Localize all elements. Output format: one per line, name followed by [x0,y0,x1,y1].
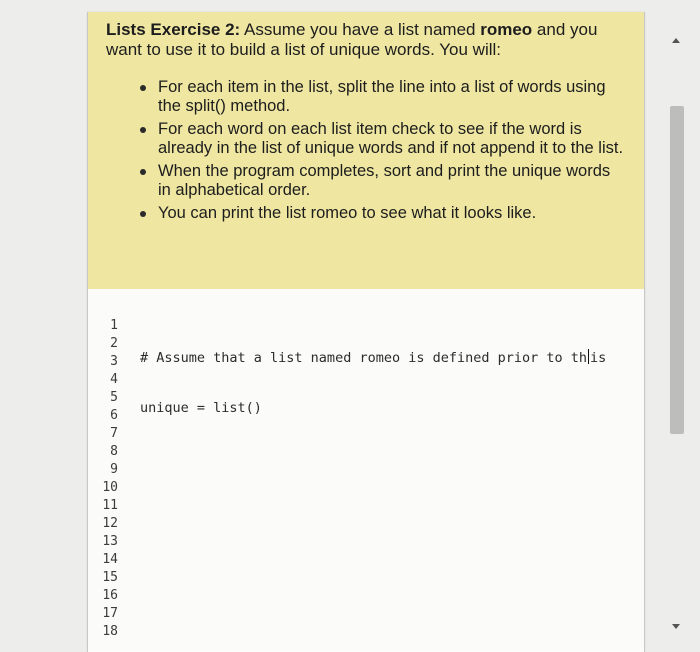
line-number: 13 [102,534,118,549]
text-cursor [588,349,589,364]
instructions-panel [88,12,644,289]
line-number: 2 [110,336,118,351]
exercise-title-text-1: Assume you have a list named [240,20,481,39]
instruction-text: You can print the list romeo to see what it looks like. [158,204,537,222]
line-number: 4 [110,372,118,387]
line-number: 6 [110,408,118,423]
instruction-item [136,162,626,200]
code-comment-part-2: is [590,350,607,366]
bullet-icon [140,211,146,217]
code-area[interactable] [140,317,644,449]
exercise-title [106,20,626,60]
scroll-up-arrow-icon[interactable] [672,38,680,43]
exercise-title-list-name: romeo [480,20,533,39]
instruction-item [136,78,626,116]
code-editor[interactable] [88,289,644,649]
instruction-item [136,204,626,223]
scroll-down-arrow-icon[interactable] [672,624,680,629]
instruction-item [136,120,626,158]
line-number: 11 [102,498,118,513]
line-number: 10 [102,480,118,495]
line-number: 16 [102,588,118,603]
line-number: 12 [102,516,118,531]
instruction-text: For each word on each list item check to see if the word is already in the list of unique words and if not append it to the list. [158,120,624,157]
code-line-2[interactable]: unique = list() [140,400,262,416]
line-number: 18 [102,624,118,639]
line-number: 7 [110,426,118,441]
instruction-list [136,78,626,227]
instruction-text: For each item in the list, split the line into a list of words using the split() method. [158,78,606,115]
exercise-title-text-2: and you want to use it to build a list of unique words. You will: [106,20,598,59]
line-number-gutter [88,317,118,641]
line-number: 1 [110,318,118,333]
line-number: 8 [110,444,118,459]
exercise-title-lead: Lists Exercise 2: [106,20,241,39]
line-number: 9 [110,462,118,477]
exercise-card [87,12,645,652]
code-line-1[interactable] [140,349,644,367]
bullet-icon [140,85,146,91]
line-number: 15 [102,570,118,585]
line-number: 14 [102,552,118,567]
instruction-text: When the program completes, sort and print the unique words in alphabetical order. [158,162,611,199]
page-scrollbar[interactable] [668,30,684,632]
bullet-icon [140,127,146,133]
line-number: 3 [110,354,118,369]
line-number: 17 [102,606,118,621]
code-comment-part-1: # Assume that a list named romeo is defined prior to th [140,350,588,366]
bullet-icon [140,169,146,175]
line-number: 5 [110,390,118,405]
scrollbar-thumb[interactable] [670,106,684,434]
